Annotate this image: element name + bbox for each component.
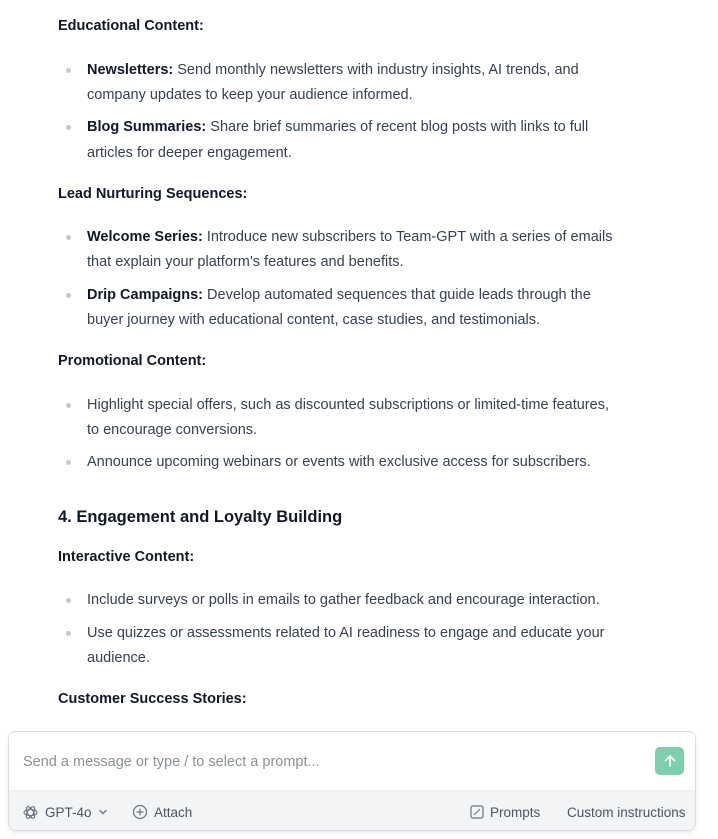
custom-instructions-button[interactable] [567, 791, 686, 831]
list-item-special-offers: Highlight special offers, such as discounted subscriptions or limited-time features, [87, 397, 609, 413]
model-label: GPT-4o [45, 804, 92, 820]
heading-promotional-content: Promotional Content: [58, 353, 207, 369]
list-item-blog-summaries-cont: articles for deeper engagement. [87, 145, 292, 161]
bullet-dot [66, 598, 71, 603]
bullet-dot [66, 460, 71, 465]
section-title-engagement: 4. Engagement and Loyalty Building [58, 508, 343, 526]
list-item-label: Welcome Series: [87, 229, 203, 245]
custom-instructions-label: Custom instructions [567, 804, 686, 820]
list-item-label: Drip Campaigns: [87, 287, 204, 303]
list-item-blog-summaries: Blog Summaries: Share brief summaries of recent blog posts with links to full [87, 119, 589, 135]
bullet-dot [66, 631, 71, 636]
bullet-dot [66, 125, 71, 130]
list-item-surveys: Include surveys or polls in emails to gather feedback and encourage interaction. [87, 592, 600, 608]
message-composer [8, 731, 696, 831]
plus-circle-icon [132, 804, 148, 820]
model-selector[interactable] [22, 791, 108, 831]
list-item-newsletters: Newsletters: Send monthly newsletters with industry insights, AI trends, and [87, 62, 579, 78]
heading-interactive-content: Interactive Content: [58, 549, 195, 565]
arrow-up-icon [663, 754, 677, 768]
edit-square-icon [470, 805, 484, 819]
list-item-quizzes: Use quizzes or assessments related to AI readiness to engage and educate your [87, 625, 605, 641]
list-item-quizzes-cont: audience. [87, 650, 150, 666]
heading-lead-nurturing: Lead Nurturing Sequences: [58, 186, 248, 202]
prompts-button[interactable] [470, 791, 540, 831]
bullet-dot [66, 68, 71, 73]
attach-button[interactable] [132, 791, 192, 831]
openai-logo-icon [22, 804, 39, 821]
bullet-dot [66, 235, 71, 240]
chevron-down-icon [98, 807, 108, 817]
list-item-welcome-series: Welcome Series: Introduce new subscribers to Team-GPT with a series of emails [87, 229, 613, 245]
list-item-drip-campaigns-cont: buyer journey with educational content, case studies, and testimonials. [87, 312, 540, 328]
message-input[interactable] [23, 751, 623, 773]
list-item-label: Newsletters: [87, 62, 174, 78]
bullet-dot [66, 403, 71, 408]
list-item-newsletters-cont: company updates to keep your audience informed. [87, 87, 413, 103]
list-item-welcome-series-cont: that explain your platform’s features and benefits. [87, 254, 404, 270]
composer-toolbar [9, 790, 696, 831]
list-item-drip-campaigns: Drip Campaigns: Develop automated sequences that guide leads through the [87, 287, 591, 303]
list-item-special-offers-cont: to encourage conversions. [87, 422, 258, 438]
heading-customer-success: Customer Success Stories: [58, 691, 247, 707]
bullet-dot [66, 293, 71, 298]
attach-label: Attach [154, 804, 193, 820]
prompts-label: Prompts [490, 804, 541, 820]
send-button[interactable] [655, 747, 684, 775]
heading-educational-content: Educational Content: [58, 18, 204, 34]
list-item-label: Blog Summaries: [87, 119, 207, 135]
list-item-webinars: Announce upcoming webinars or events with exclusive access for subscribers. [87, 454, 591, 470]
